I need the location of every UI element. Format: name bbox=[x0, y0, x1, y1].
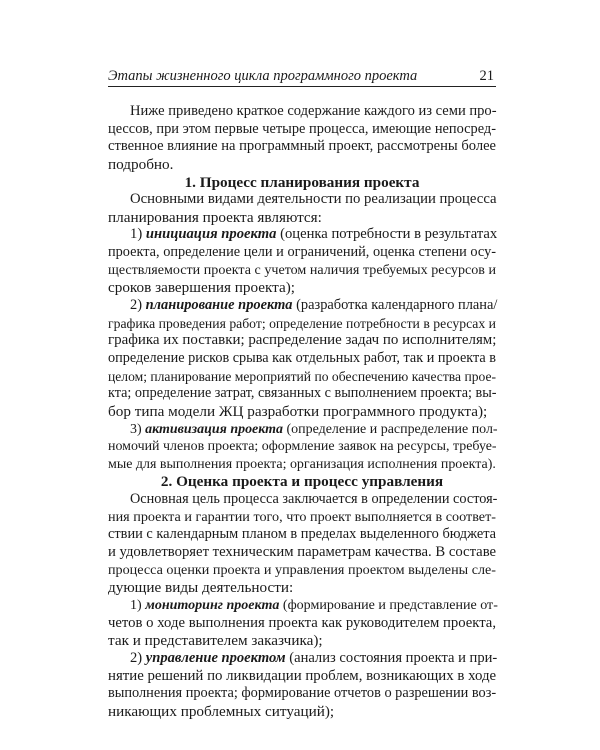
section-heading: 2. Оценка проекта и процесс управления bbox=[160, 473, 444, 491]
text-line: цессов, при этом первые четыре процесса, имеющие непосред- bbox=[108, 120, 496, 137]
text-line: никающих проблемных ситуаций); bbox=[108, 702, 335, 720]
defined-term: планирование проекта bbox=[145, 297, 293, 314]
text-line: мые для выполнения проекта; организация исполнения проекта). bbox=[108, 456, 496, 472]
text-line: графика их поставки; распределение задач по исполнителям; bbox=[108, 332, 497, 349]
text-line: графика проведения работ; определение потребности в ресурсах и bbox=[108, 315, 496, 331]
text-line: дующие виды деятельности: bbox=[108, 579, 294, 597]
text-line: определение рисков срыва как отдельных работ, так и проекта в bbox=[108, 349, 496, 366]
text-line: ществляемости проекта с учетом наличия требуемых ресурсов и bbox=[108, 261, 496, 278]
running-title: Этапы жизненного цикла программного проекта bbox=[108, 68, 418, 84]
list-number: 1) bbox=[130, 226, 146, 243]
text-line: подробно. bbox=[108, 155, 174, 173]
text-line: ственное влияние на программный проект, рассмотрены более bbox=[108, 138, 496, 155]
text-line bbox=[108, 421, 496, 439]
text-line: целом; планирование мероприятий по обеспечению качества прое- bbox=[108, 368, 496, 384]
page-body-text bbox=[108, 103, 496, 720]
defined-term: инициация проекта bbox=[145, 226, 277, 243]
term-description: (определение и распределение пол- bbox=[283, 421, 498, 437]
text-line: кта; определение затрат, связанных с выполнением проекта; вы- bbox=[108, 385, 497, 402]
text-line: бор типа модели ЖЦ разработки программного продукта); bbox=[108, 402, 488, 420]
text-line: четов о ходе выполнения проекта как руководителем проекта, bbox=[108, 614, 496, 631]
term-description: (формирование и представление от- bbox=[279, 596, 498, 613]
text-line: ствии с календарным планом в пределах выделенного бюджета bbox=[108, 526, 497, 543]
defined-term: управление проектом bbox=[145, 649, 286, 666]
text-line: так и представителем заказчика); bbox=[108, 632, 323, 650]
text-line: нятие решений по ликвидации проблем, возникающих в ходе bbox=[108, 667, 497, 684]
term-description: (анализ состояния проекта и при- bbox=[285, 649, 498, 666]
term-description: (разработка календарного плана/ bbox=[292, 297, 498, 314]
list-number: 2) bbox=[130, 649, 146, 666]
text-line bbox=[108, 650, 496, 668]
text-line: планирования проекта являются: bbox=[108, 208, 322, 226]
text-line: процесса оценки проекта и управления проектом выделены сле- bbox=[108, 561, 496, 578]
list-number: 1) bbox=[130, 596, 146, 613]
text-line: ния проекта и гарантии того, что проект выполняется в соответ- bbox=[108, 508, 496, 525]
defined-term: мониторинг проекта bbox=[145, 596, 280, 613]
term-description: (оценка потребности в результатах bbox=[276, 226, 498, 243]
list-number: 3) bbox=[130, 421, 146, 437]
page-number: 21 bbox=[479, 68, 494, 84]
text-line: проекта, определение цели и ограничений, оценка степени осу- bbox=[108, 244, 496, 261]
text-line: Ниже приведено краткое содержание каждого из семи про- bbox=[130, 103, 497, 119]
section-heading: 1. Процесс планирования проекта bbox=[184, 173, 420, 191]
text-line: и удовлетворяет техническим параметрам качества. В составе bbox=[108, 544, 497, 561]
text-line: Основными видами деятельности по реализации процесса bbox=[130, 191, 497, 208]
text-line: выполнения проекта; формирование отчетов о разрешении воз- bbox=[108, 685, 497, 702]
text-line bbox=[108, 597, 496, 615]
running-header bbox=[108, 64, 496, 87]
list-number: 2) bbox=[130, 297, 146, 314]
text-line: сроков завершения проекта); bbox=[108, 279, 295, 297]
defined-term: активизация проекта bbox=[145, 421, 284, 437]
text-line bbox=[108, 226, 496, 244]
text-line bbox=[108, 297, 496, 315]
text-line: Основная цель процесса заключается в определении состоя- bbox=[130, 491, 498, 508]
text-line: номочий членов проекта; оформление заявок на ресурсы, требуе- bbox=[108, 439, 497, 455]
